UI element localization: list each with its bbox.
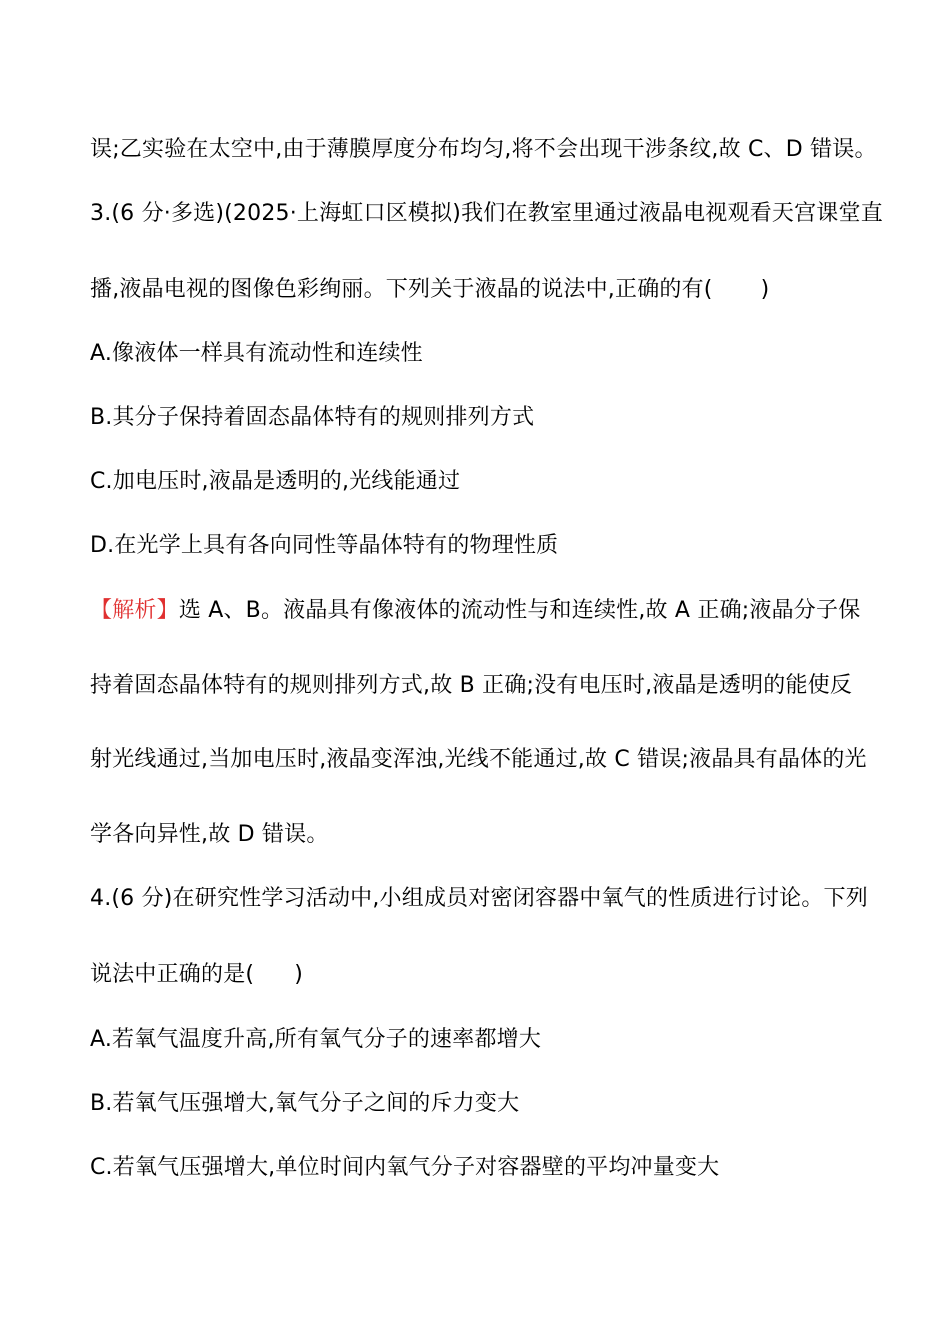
q4-option-a: A.若氧气温度升高,所有氧气分子的速率都增大 [90, 1027, 542, 1052]
q3-stem-text: 播,液晶电视的图像色彩绚丽。下列关于液晶的说法中,正确的有( [90, 277, 713, 302]
q3-option-d: D.在光学上具有各向同性等晶体特有的物理性质 [90, 533, 559, 558]
analysis-tag: 【解析】 [90, 598, 179, 623]
q4-option-b: B.若氧气压强增大,氧气分子之间的斥力变大 [90, 1091, 520, 1116]
q3-analysis-line4: 学各向异性,故 D 错误。 [90, 822, 329, 847]
q3-stem-line1: 3.(6 分·多选)(2025·上海虹口区模拟)我们在教室里通过液晶电视观看天宫课堂直 [90, 201, 883, 226]
q3-stem-line2 [90, 275, 862, 305]
analysis-text: 选 A、B。液晶具有像液体的流动性与和连续性,故 A 正确;液晶分子保 [178, 598, 861, 623]
q4-stem-line2 [90, 960, 862, 990]
q3-option-b: B.其分子保持着固态晶体特有的规则排列方式 [90, 405, 535, 430]
q3-option-c: C.加电压时,液晶是透明的,光线能通过 [90, 469, 461, 494]
q3-analysis-line3: 射光线通过,当加电压时,液晶变浑浊,光线不能通过,故 C 错误;液晶具有晶体的光 [90, 747, 867, 772]
q2-analysis-tail: 误;乙实验在太空中,由于薄膜厚度分布均匀,将不会出现干涉条纹,故 C、D 错误。 [90, 137, 877, 162]
q4-option-c: C.若氧气压强增大,单位时间内氧气分子对容器壁的平均冲量变大 [90, 1155, 720, 1180]
q4-stem-close: ) [294, 962, 303, 987]
q4-stem-text: 说法中正确的是( [90, 962, 255, 987]
q3-option-a: A.像液体一样具有流动性和连续性 [90, 341, 423, 366]
q3-stem-close: ) [760, 277, 770, 302]
q3-analysis-line2: 持着固态晶体特有的规则排列方式,故 B 正确;没有电压时,液晶是透明的能使反 [90, 673, 853, 698]
q4-stem-line1: 4.(6 分)在研究性学习活动中,小组成员对密闭容器中氧气的性质进行讨论。下列 [90, 886, 868, 911]
q3-analysis-line1 [90, 596, 862, 626]
